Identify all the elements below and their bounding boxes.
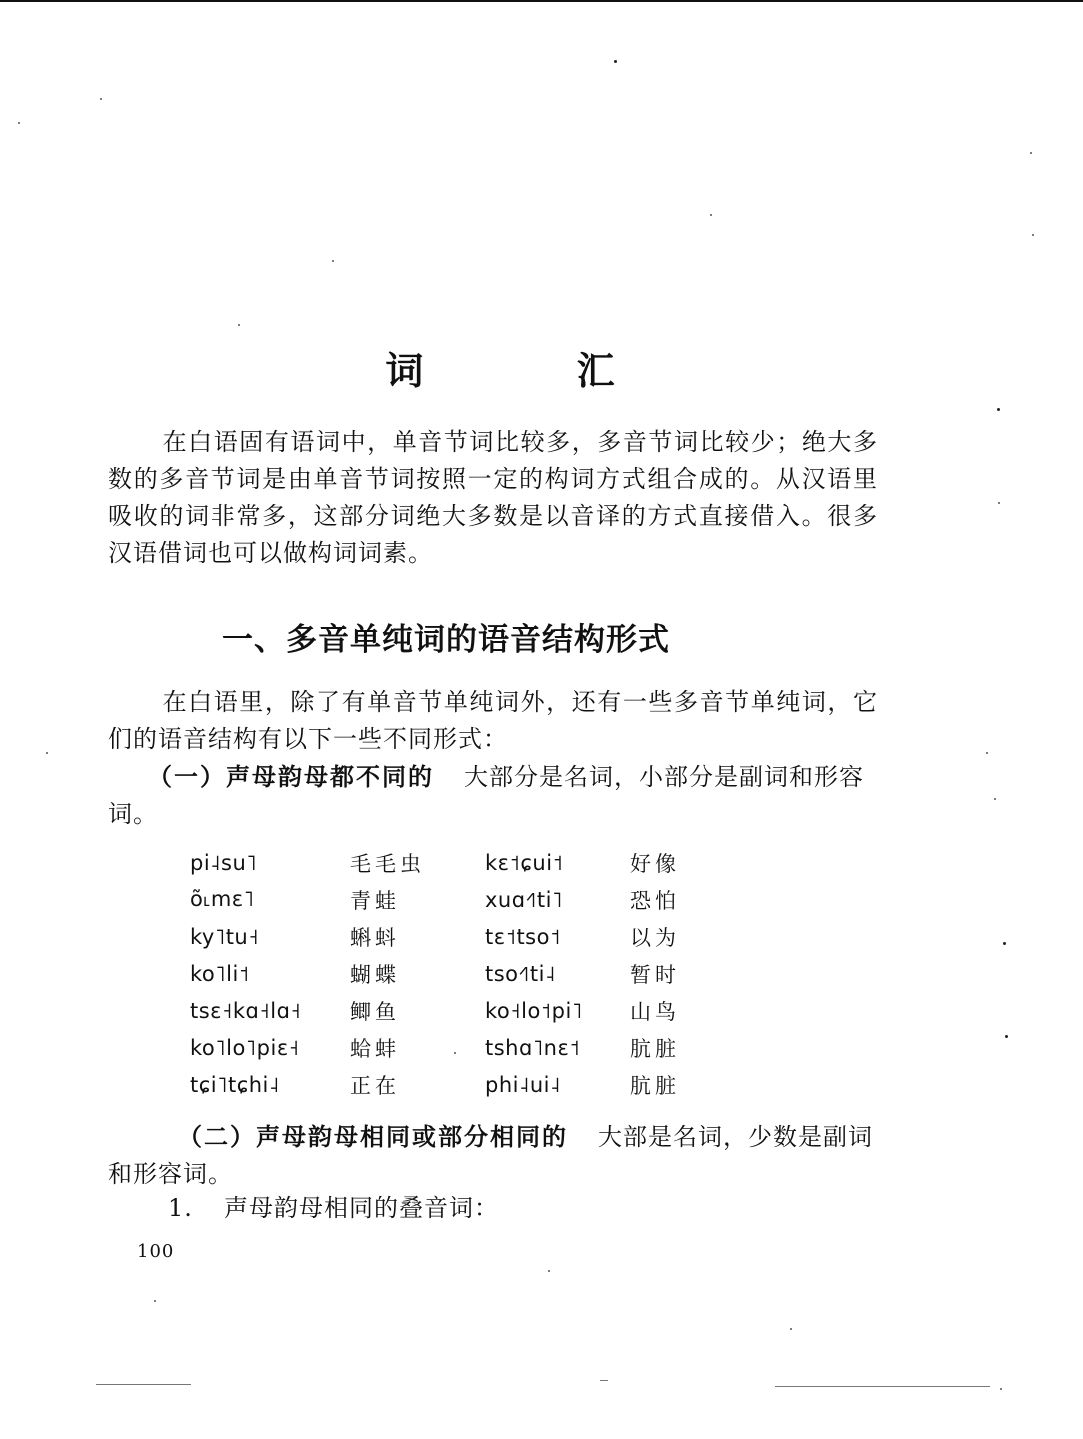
scan-line-artifact: [775, 1386, 990, 1387]
scan-speck: [46, 752, 48, 754]
scan-line-artifact: [600, 1380, 608, 1381]
scan-speck: [790, 1328, 792, 1330]
ipa-word: ko˥lo˥piɛ˧: [190, 1035, 300, 1060]
ipa-word: phi˨ui˨: [485, 1072, 561, 1097]
gloss: 山鸟: [630, 999, 680, 1024]
word-row: [190, 1066, 710, 1103]
ipa-word: ko˥li˦: [190, 961, 250, 986]
word-row: [190, 955, 710, 992]
subsection-1: [108, 758, 878, 833]
scan-speck: [238, 324, 240, 326]
gloss: 肮脏: [630, 1036, 680, 1061]
gloss: 正在: [350, 1073, 400, 1098]
gloss: 青蛙: [350, 888, 400, 913]
subsection-1-label: （一）声母韵母都不同的: [148, 762, 434, 791]
scan-speck: [998, 502, 1000, 504]
word-row: [190, 881, 710, 918]
subsection-2: [108, 1118, 878, 1193]
ipa-word: ko˧lo˦pi˥: [485, 998, 583, 1023]
section-paragraph: [108, 684, 878, 758]
gloss: 恐怕: [630, 888, 680, 913]
gloss: 暂时: [630, 962, 680, 987]
scan-speck: [548, 1270, 550, 1272]
scan-speck: [100, 98, 102, 100]
scan-speck: [994, 798, 996, 800]
scan-speck: [710, 214, 712, 216]
list-item-1: [168, 1190, 499, 1227]
scan-line-artifact: [96, 1384, 191, 1385]
subsection-1-description: 大部分是名词，小部分是副词和形容词。: [108, 763, 864, 828]
scan-speck: [454, 1052, 456, 1054]
gloss: 肮脏: [630, 1073, 680, 1098]
ipa-word: pi˨su˥: [190, 850, 258, 875]
ipa-word: tsɛ˧kɑ˧lɑ˧: [190, 998, 302, 1023]
section-paragraph-text: 在白语里，除了有单音节单纯词外，还有一些多音节单纯词，它们的语音结构有以下一些不同形式：: [108, 688, 878, 753]
scan-speck: [1003, 942, 1006, 945]
word-row: [190, 1029, 710, 1066]
scan-speck: [332, 260, 334, 262]
item-text: 声母韵母相同的叠音词：: [224, 1194, 499, 1222]
scan-speck: [154, 1300, 156, 1302]
chapter-title: 词 汇: [385, 348, 685, 393]
scan-speck: [997, 408, 1000, 411]
ipa-word: tso˧˥ti˨: [485, 961, 556, 986]
ipa-word: tshɑ˥nɛ˦: [485, 1035, 581, 1060]
word-list-table: [190, 844, 710, 1103]
intro-text: 在白语固有语词中，单音节词比较多，多音节词比较少；绝大多数的多音节词是由单音节词按照一定的构词方式组合成的。从汉语里吸收的词非常多，这部分词绝大多数是以音译的方式直接借入。很多汉语借词也可以做构词词素。: [108, 428, 878, 567]
gloss: 蝌蚪: [350, 925, 400, 950]
scan-speck: [18, 122, 20, 124]
item-number: 1.: [168, 1194, 193, 1222]
ipa-word: tɕi˥tɕhi˨: [190, 1072, 280, 1097]
scan-speck: [614, 60, 617, 63]
gloss: 鲫鱼: [350, 999, 400, 1024]
ipa-word: ky˥tu˧: [190, 924, 260, 949]
gloss: 以为: [630, 925, 680, 950]
scan-speck: [1005, 1035, 1008, 1038]
gloss: 蝴蝶: [350, 962, 400, 987]
word-row: [190, 992, 710, 1029]
page-number: 100: [137, 1241, 175, 1262]
gloss: 好像: [630, 851, 680, 876]
scan-speck: [1032, 234, 1034, 236]
scan-speck: [1000, 1388, 1002, 1390]
section-heading: 一、多音单纯词的语音结构形式: [222, 622, 670, 658]
ipa-word: tɛ˦tso˦: [485, 924, 561, 949]
ipa-word: õ˪mɛ˥: [190, 887, 255, 911]
word-row: [190, 844, 710, 881]
scan-speck: [986, 752, 988, 754]
gloss: 蛤蚌: [350, 1036, 400, 1061]
subsection-2-description: 大部是名词，少数是副词和形容词。: [108, 1123, 873, 1188]
scan-speck: [1030, 152, 1032, 154]
intro-paragraph: [108, 424, 878, 572]
word-row: [190, 918, 710, 955]
subsection-2-label: （二）声母韵母相同或部分相同的: [178, 1122, 568, 1151]
gloss: 毛毛虫: [350, 851, 425, 876]
ipa-word: xuɑ˧˥ti˥: [485, 887, 563, 912]
ipa-word: kɛ˦ɕui˦: [485, 850, 564, 875]
